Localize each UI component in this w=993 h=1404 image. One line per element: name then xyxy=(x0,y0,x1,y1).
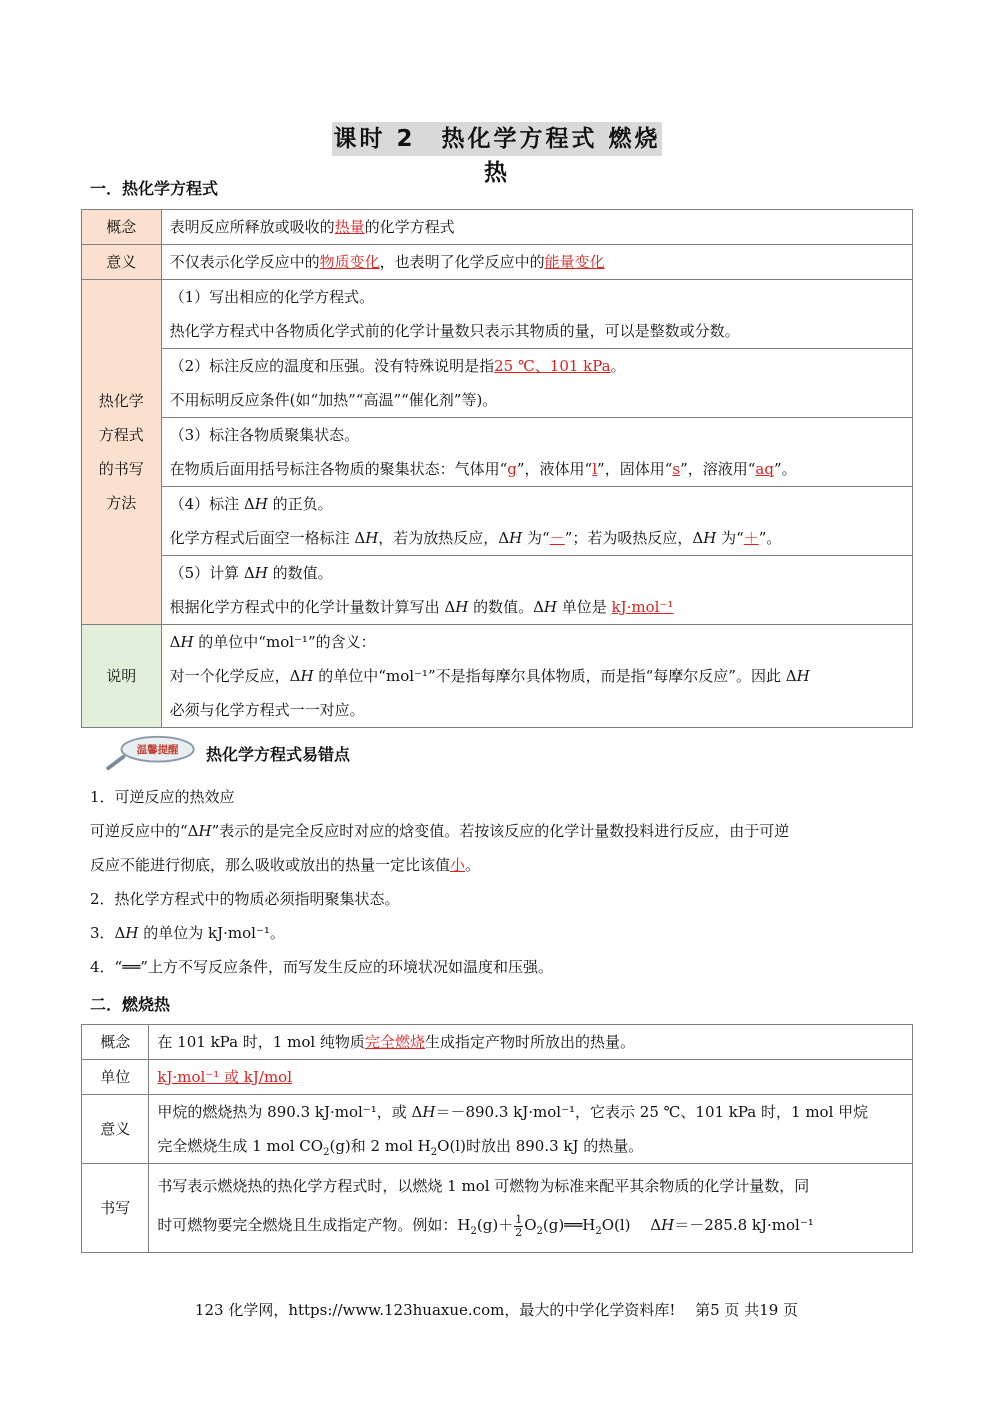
unit-label: 单位 xyxy=(82,1060,149,1095)
concept2-label: 概念 xyxy=(82,1025,149,1060)
meaning2-label: 意义 xyxy=(82,1095,149,1164)
tip-badge-text: 温馨提醒 xyxy=(136,744,179,756)
section1-heading: 一．热化学方程式 xyxy=(90,179,219,198)
step2-cell: （2）标注反应的温度和压强。没有特殊说明是指25 ℃、101 kPa。 不用标明反应条件(如“加热”“高温”“催化剂”等)。 xyxy=(161,349,912,418)
page-title: 课时 2 热化学方程式 燃烧热 xyxy=(332,122,662,156)
tip1-heading: 1．可逆反应的热效应 xyxy=(90,788,235,806)
section2-heading: 二．燃烧热 xyxy=(90,995,171,1014)
tip3: 3．ΔH 的单位为 kJ·mol⁻¹。 xyxy=(90,924,285,942)
tip-title: 热化学方程式易错点 xyxy=(206,745,351,764)
method-label: 热化学 方程式 的书写 方法 xyxy=(82,280,162,625)
step5-cell: （5）计算 ΔH 的数值。 根据化学方程式中的化学计量数计算写出 ΔH 的数值。ΔH 单位是 kJ·mol⁻¹ xyxy=(161,556,912,625)
step3-cell: （3）标注各物质聚集状态。 在物质后面用括号标注各物质的聚集状态：气体用“g”，液体用“l”，固体用“s”，溶液用“aq”。 xyxy=(161,418,912,487)
step4-cell: （4）标注 ΔH 的正负。 化学方程式后面空一格标注 ΔH，若为放热反应，ΔH 为“－”；若为吸热反应，ΔH 为“＋”。 xyxy=(161,487,912,556)
magnifier-icon xyxy=(100,734,200,772)
writing-cell: 书写表示燃烧热的热化学方程式时，以燃烧 1 mol 可燃物为标准来配平其余物质的化学计量数，同 时可燃物要完全燃烧且生成指定产物。例如：$H_2(g)+$ $\frac{1}{2}$ $O_2(g)══H_2O(l)$ ΔH＝－285.8 kJ·mol⁻¹ xyxy=(149,1164,913,1253)
tip2: 2．热化学方程式中的物质必须指明聚集状态。 xyxy=(90,890,400,908)
step1-cell: （1）写出相应的化学方程式。 热化学方程式中各物质化学式前的化学计量数只表示其物质的量，可以是整数或分数。 xyxy=(161,280,912,349)
meaning-cell: 不仅表示化学反应中的物质变化，也表明了化学反应中的能量变化 xyxy=(161,245,912,280)
meaning-label: 意义 xyxy=(82,245,162,280)
unit-cell: kJ·mol⁻¹ 或 kJ/mol xyxy=(149,1060,913,1095)
tip4: 4．“══”上方不写反应条件，而写发生反应的环境状况如温度和压强。 xyxy=(90,958,553,976)
one-half-fraction: $\frac{1}{2}$ xyxy=(515,1212,523,1239)
meaning2-cell: 甲烷的燃烧热为 890.3 kJ·mol⁻¹，或 ΔH＝－890.3 kJ·mol⁻¹，它表示 25 ℃、101 kPa 时，1 mol 甲烷 完全燃烧生成 1 mol $CO_2(g)$和 2 mol $H_2O(l)$时放出 890.3 kJ 的热量。 xyxy=(149,1095,913,1164)
writing-label: 书写 xyxy=(82,1164,149,1253)
thermo-equation-table xyxy=(81,209,913,728)
note-label: 说明 xyxy=(82,625,162,728)
page-footer: 123 化学网，https://www.123huaxue.com，最大的中学化学资料库! 第5 页 共19 页 xyxy=(194,1301,799,1319)
concept2-cell: 在 101 kPa 时，1 mol 纯物质完全燃烧生成指定产物时所放出的热量。 xyxy=(149,1025,913,1060)
concept-label: 概念 xyxy=(82,210,162,245)
combustion-heat-table xyxy=(81,1024,913,1253)
tip1-line2: 反应不能进行彻底，那么吸收或放出的热量一定比该值小。 xyxy=(90,856,481,874)
note-cell: ΔH 的单位中“mol⁻¹”的含义： 对一个化学反应，ΔH 的单位中“mol⁻¹”不是指每摩尔具体物质，而是指“每摩尔反应”。因此 ΔH 必须与化学方程式一一对应。 xyxy=(161,625,912,728)
tip1-line1: 可逆反应中的“ΔH”表示的是完全反应时对应的焓变值。若按该反应的化学计量数投料进行反应，由于可逆 xyxy=(90,822,790,840)
concept-cell: 表明反应所释放或吸收的热量的化学方程式 xyxy=(161,210,912,245)
